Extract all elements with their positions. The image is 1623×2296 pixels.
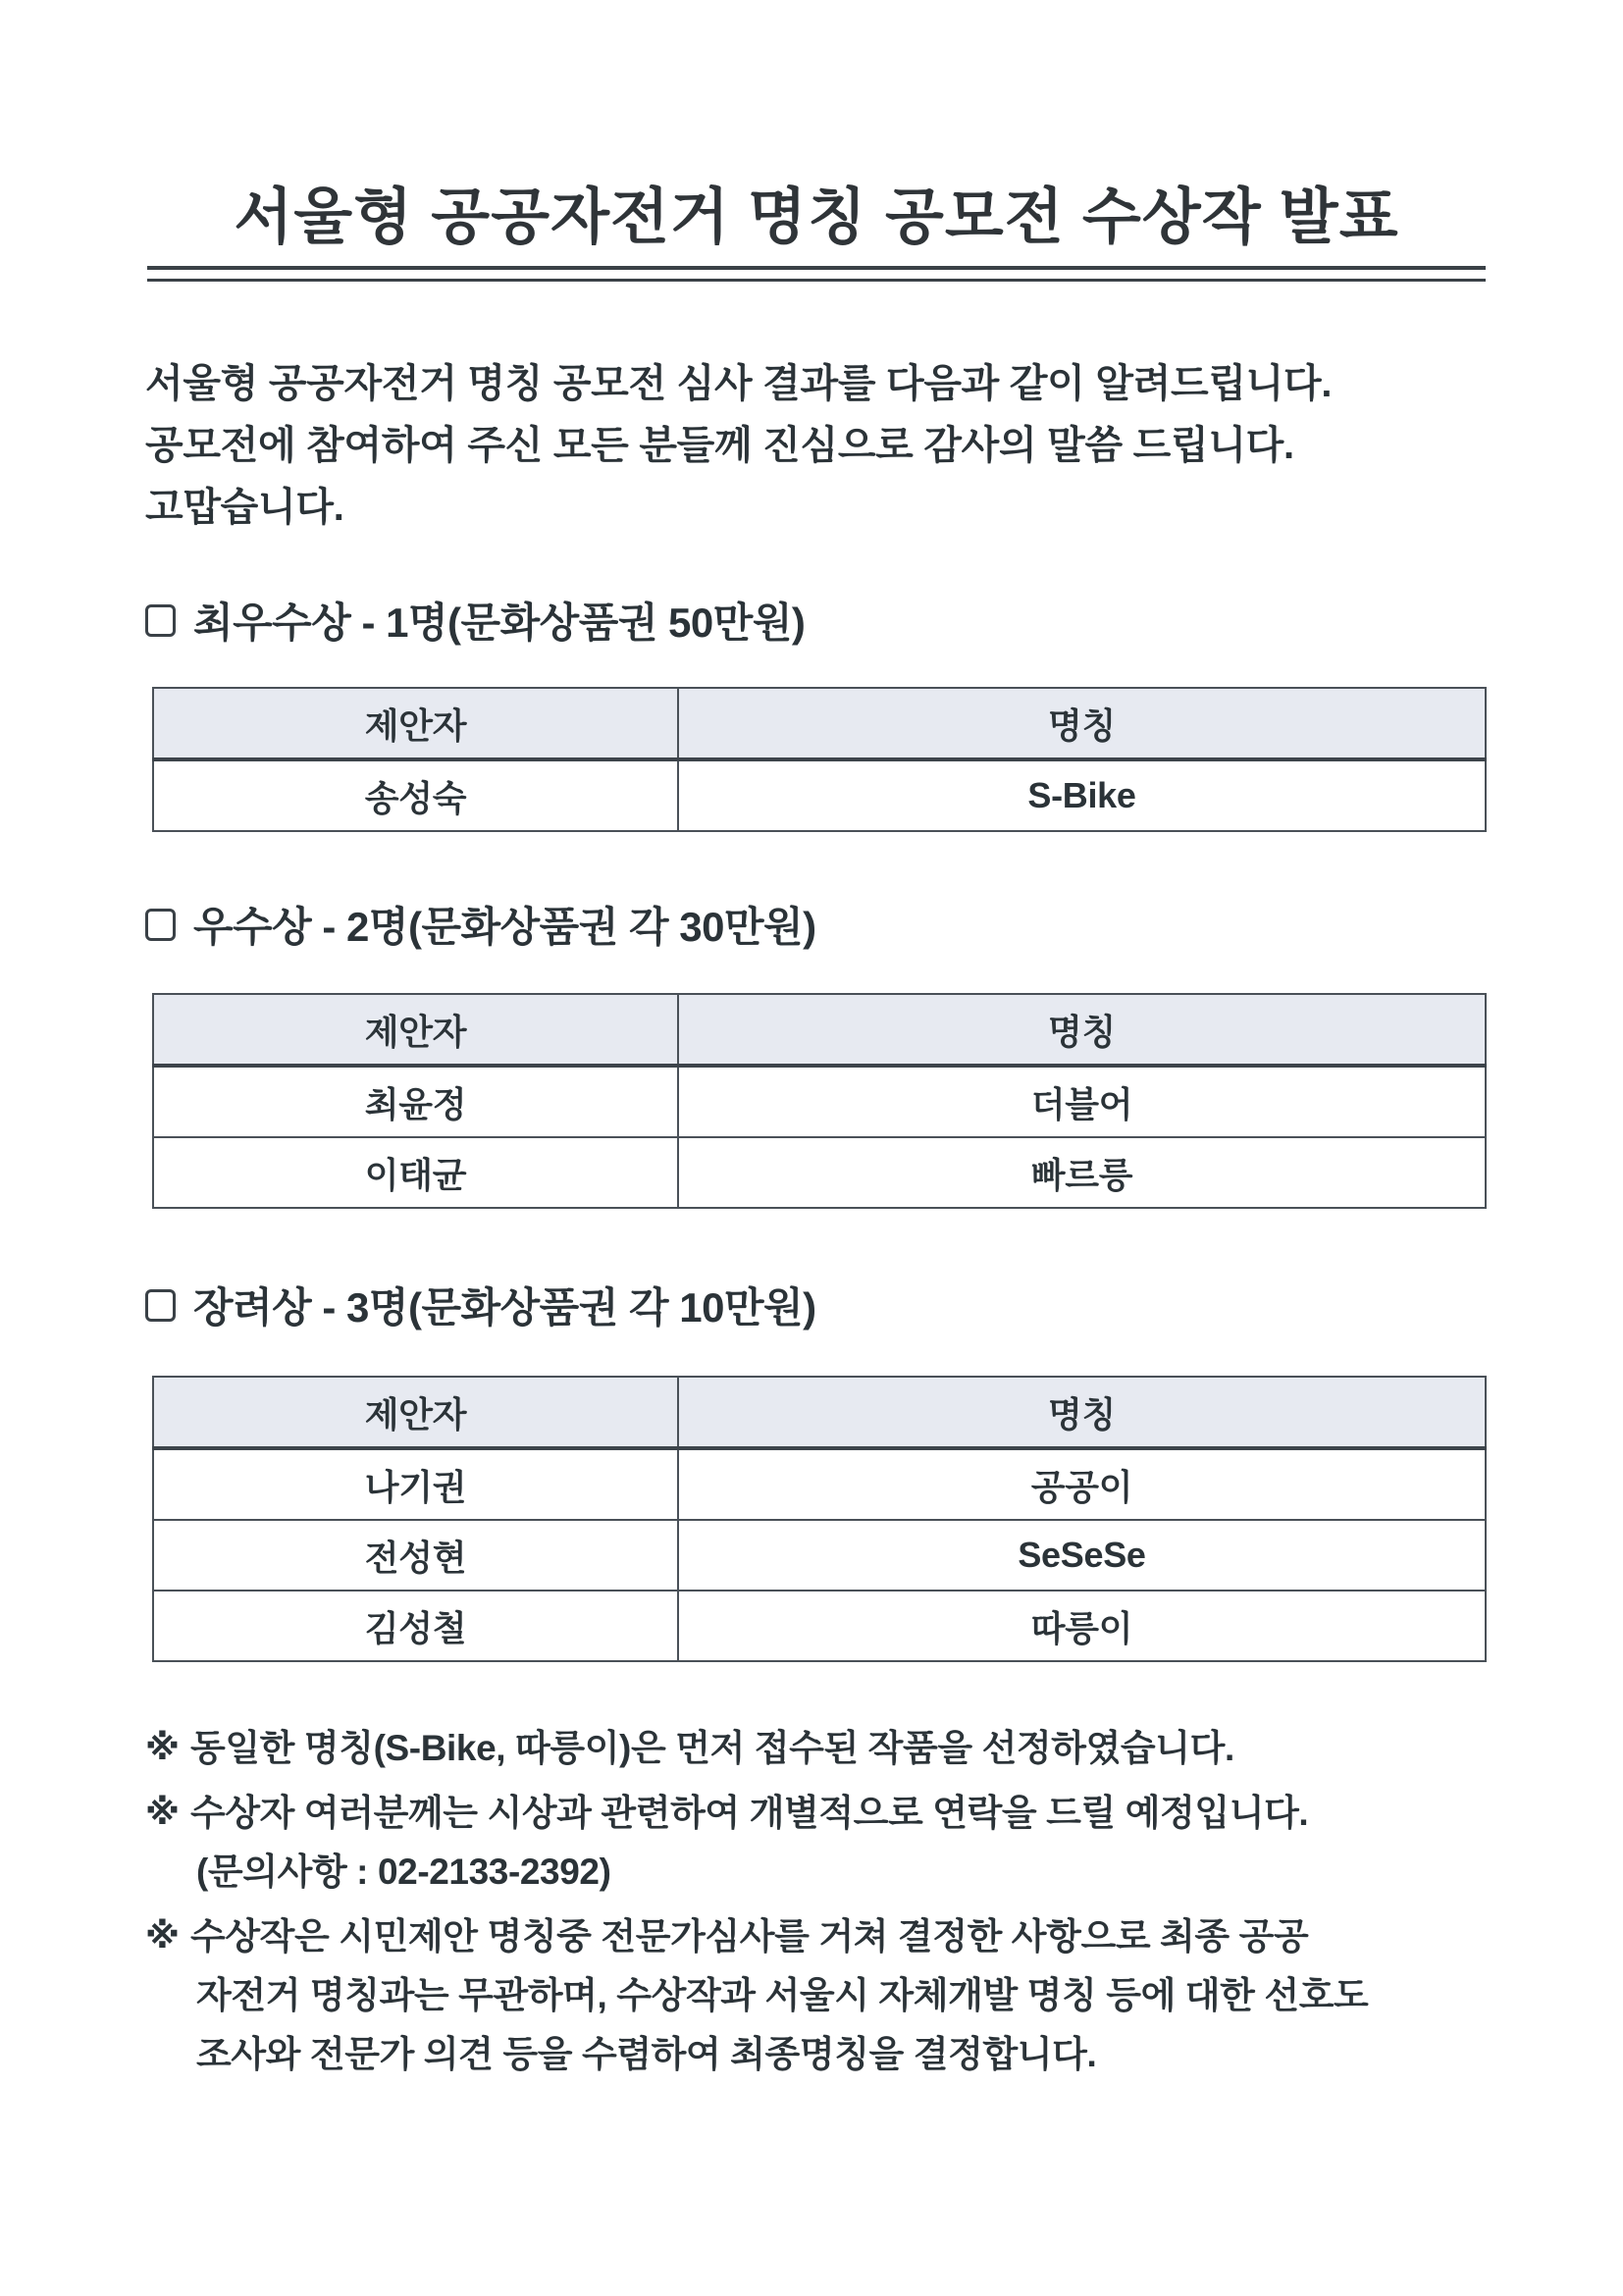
table-header-row [153, 1377, 1486, 1448]
cell-name: 더블어 [678, 1066, 1486, 1137]
page-title: 서울형 공공자전거 명칭 공모전 수상작 발표 [234, 183, 1399, 251]
footnote-body [190, 1907, 1499, 2084]
footnote-line: 수상자 여러분께는 시상과 관련하여 개별적으로 연락을 드릴 예정입니다. [190, 1792, 1309, 1833]
award-heading-label: 최우수상 - 1명(문화상품권 50만원) [193, 600, 806, 646]
reference-mark-icon: ※ [145, 1791, 180, 1832]
table-header-row [153, 688, 1486, 759]
column-header-proposer: 제안자 [153, 688, 678, 759]
cell-proposer: 전성현 [153, 1520, 678, 1591]
intro-line-2: 공모전에 참여하여 주신 모든 분들께 진심으로 감사의 말씀 드립니다. [145, 424, 1294, 468]
cell-name: 빠르릉 [678, 1137, 1486, 1208]
footnotes [145, 1719, 1499, 2090]
table-row [153, 1448, 1486, 1520]
footnote-line: 동일한 명칭(S-Bike, 따릉이)은 먼저 접수된 작품을 선정하였습니다. [190, 1728, 1234, 1768]
table-row [153, 1066, 1486, 1137]
footnote-contact-line: (문의사항 : 02-2133-2392) [196, 1851, 611, 1892]
title-double-rule [147, 266, 1486, 282]
cell-proposer: 최윤정 [153, 1066, 678, 1137]
table-row [153, 1591, 1486, 1661]
checkbox-icon [145, 909, 176, 941]
intro-paragraph [145, 353, 1490, 540]
column-header-name: 명칭 [678, 688, 1486, 759]
table-row [153, 1137, 1486, 1208]
footnote-line: 수상작은 시민제안 명칭중 전문가심사를 거쳐 결정한 사항으로 최종 공공 [190, 1915, 1309, 1957]
reference-mark-icon: ※ [145, 1914, 180, 1956]
table-header-row [153, 994, 1486, 1066]
cell-name: S-Bike [678, 759, 1486, 831]
footnote-body [190, 1719, 1499, 1778]
footnote-body [190, 1784, 1499, 1902]
title-block [147, 183, 1486, 282]
award-heading-excellence-prize [145, 895, 816, 954]
award-heading-label: 우수상 - 2명(문화상품권 각 30만원) [193, 904, 816, 950]
column-header-name: 명칭 [678, 1377, 1486, 1448]
table-row [153, 1520, 1486, 1591]
footnote-line: 자전거 명칭과는 무관하며, 수상작과 서울시 자체개발 명칭 등에 대한 선호도 [196, 1974, 1369, 2015]
cell-proposer: 송성숙 [153, 759, 678, 831]
footnote-line: 조사와 전문가 의견 등을 수렴하여 최종명칭을 결정합니다. [196, 2033, 1097, 2074]
checkbox-icon [145, 1289, 176, 1322]
table-row [153, 759, 1486, 831]
award-heading-label: 장려상 - 3명(문화상품권 각 10만원) [193, 1284, 816, 1331]
award-heading-encouragement-prize [145, 1276, 816, 1334]
column-header-proposer: 제안자 [153, 994, 678, 1066]
column-header-name: 명칭 [678, 994, 1486, 1066]
reference-mark-icon: ※ [145, 1727, 180, 1767]
intro-line-1: 서울형 공공자전거 명칭 공모전 심사 결과를 다음과 같이 알려드립니다. [145, 362, 1333, 405]
cell-proposer: 김성철 [153, 1591, 678, 1661]
column-header-proposer: 제안자 [153, 1377, 678, 1448]
checkbox-icon [145, 604, 176, 637]
footnote-item [145, 1907, 1499, 2084]
award-heading-grand-prize [145, 591, 805, 650]
cell-proposer: 나기권 [153, 1448, 678, 1520]
award-table-encouragement-prize [152, 1376, 1487, 1662]
footnote-item [145, 1784, 1499, 1902]
cell-name: 공공이 [678, 1448, 1486, 1520]
cell-name: SeSeSe [678, 1520, 1486, 1591]
intro-line-3: 고맙습니다. [145, 486, 344, 530]
footnote-item [145, 1719, 1499, 1778]
cell-proposer: 이태균 [153, 1137, 678, 1208]
award-table-excellence-prize [152, 993, 1487, 1209]
award-table-grand-prize [152, 687, 1487, 832]
cell-name: 따릉이 [678, 1591, 1486, 1661]
